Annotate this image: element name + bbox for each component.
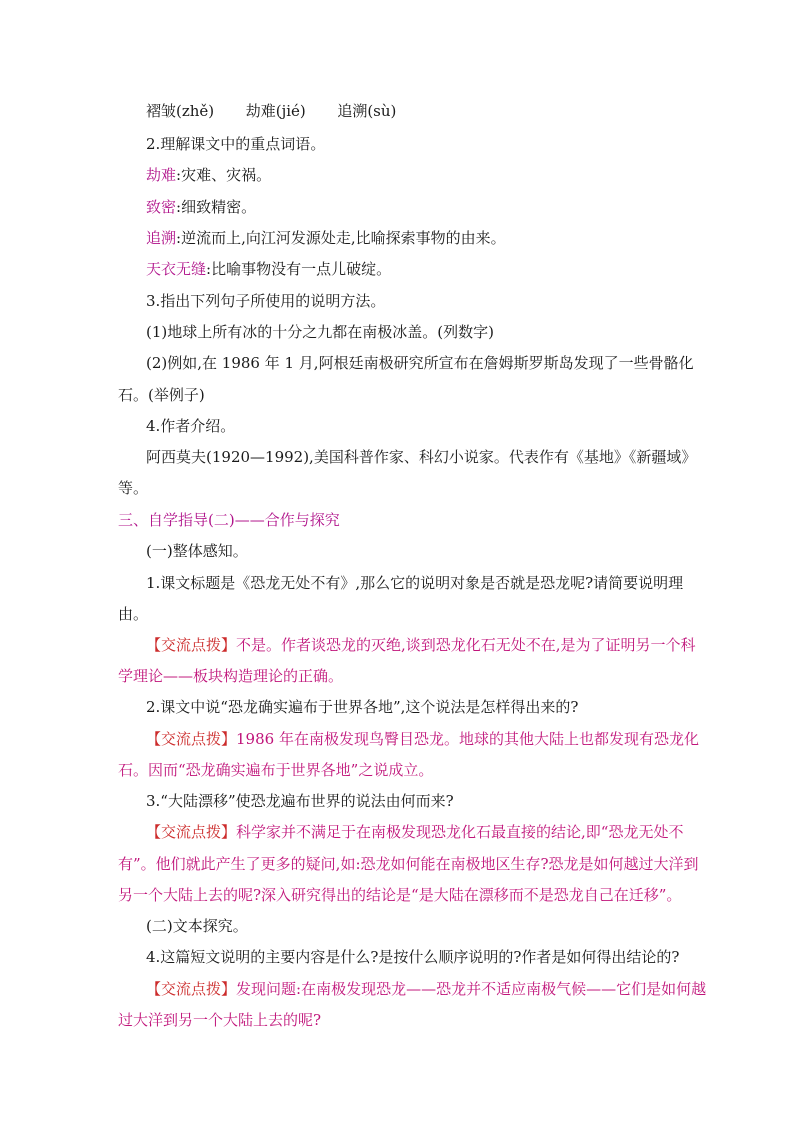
- p3-answer-line-3: 另一个大陆上去的呢?深入研究得出的结论是“是大陆在漂移而不是恐龙自己在迁移”。: [118, 886, 682, 904]
- discussion-tag: 【交流点拨】: [146, 730, 237, 748]
- vocab-definition: :细致精密。: [176, 198, 257, 216]
- p4-answer-text: 发现问题:在南极发现恐龙——恐龙并不适应南极气候——它们是如何越: [236, 980, 707, 998]
- question-2-heading: 2.理解课文中的重点词语。: [146, 135, 326, 153]
- pinyin-word-1: 褶皱(zhě): [146, 102, 215, 120]
- p1-question-line-1: 1.课文标题是《恐龙无处不有》,那么它的说明对象是否就是恐龙呢?请简要说明理: [146, 574, 684, 592]
- p2-answer-text: 1986 年在南极发现鸟臀目恐龙。地球的其他大陆上也都发现有恐龙化: [236, 730, 699, 748]
- p1-answer-line-2: 学理论——板块构造理论的正确。: [118, 667, 344, 685]
- vocab-definition: :灾难、灾祸。: [176, 166, 272, 184]
- question-3-heading: 3.指出下列句子所使用的说明方法。: [146, 292, 386, 310]
- p3-answer-line-1: [146, 822, 683, 842]
- vocab-definition: :逆流而上,向江河发源处走,比喻探索事物的由来。: [176, 229, 506, 247]
- p2-answer-line-2: 石。因而“恐龙确实遍布于世界各地”之说成立。: [118, 761, 434, 779]
- vocab-definition: :比喻事物没有一点儿破绽。: [206, 260, 392, 278]
- p1-question-line-2: 由。: [118, 605, 149, 623]
- p2-answer-line-1: [146, 729, 699, 749]
- vocab-item: [146, 165, 271, 185]
- vocab-item: [146, 228, 506, 248]
- p3-answer-line-2: 有”。他们就此产生了更多的疑问,如:恐龙如何能在南极地区生存?恐龙是如何越过大洋到: [118, 855, 699, 873]
- p3-answer-text: 科学家并不满足于在南极发现恐龙化石最直接的结论,即“恐龙无处不: [236, 823, 684, 841]
- vocab-term: 天衣无缝: [146, 260, 207, 278]
- pinyin-row: [146, 101, 396, 121]
- p4-question: 4.这篇短文说明的主要内容是什么?是按什么顺序说明的?作者是如何得出结论的?: [146, 948, 680, 966]
- p1-answer-text: 不是。作者谈恐龙的灭绝,谈到恐龙化石无处不在,是为了证明另一个科: [236, 636, 696, 654]
- vocab-term: 追溯: [146, 229, 177, 247]
- vocab-term: 致密: [146, 198, 177, 216]
- vocab-item: [146, 259, 391, 279]
- discussion-tag: 【交流点拨】: [146, 823, 237, 841]
- vocab-term: 劫难: [146, 166, 177, 184]
- author-intro-line-1: 阿西莫夫(1920—1992),美国科普作家、科幻小说家。代表作有《基地》《新疆域》: [146, 448, 697, 466]
- subsection-overall: (一)整体感知。: [146, 542, 248, 560]
- p1-answer-line-1: [146, 635, 696, 655]
- sentence-1: (1)地球上所有冰的十分之九都在南极冰盖。(列数字): [146, 323, 494, 341]
- p2-question: 2.课文中说“恐龙确实遍布于世界各地”,这个说法是怎样得出来的?: [146, 698, 579, 716]
- author-intro-line-2: 等。: [118, 479, 149, 497]
- sentence-2-line-2: 石。(举例子): [118, 386, 205, 404]
- question-4-heading: 4.作者介绍。: [146, 417, 236, 435]
- discussion-tag: 【交流点拨】: [146, 980, 237, 998]
- p3-question: 3.“大陆漂移”使恐龙遍布世界的说法由何而来?: [146, 792, 454, 810]
- pinyin-word-2: 劫难(jié): [245, 102, 306, 120]
- discussion-tag: 【交流点拨】: [146, 636, 237, 654]
- p4-answer-line-1: [146, 979, 706, 999]
- pinyin-word-3: 追溯(sù): [337, 102, 397, 120]
- p4-answer-line-2: 过大洋到另一个大陆上去的呢?: [118, 1011, 322, 1029]
- subsection-text-study: (二)文本探究。: [146, 917, 248, 935]
- section-3-title: 三、自学指导(二)——合作与探究: [118, 511, 340, 529]
- sentence-2-line-1: (2)例如,在 1986 年 1 月,阿根廷南极研究所宣布在詹姆斯罗斯岛发现了一些骨骼化: [146, 354, 694, 372]
- vocab-item: [146, 197, 256, 217]
